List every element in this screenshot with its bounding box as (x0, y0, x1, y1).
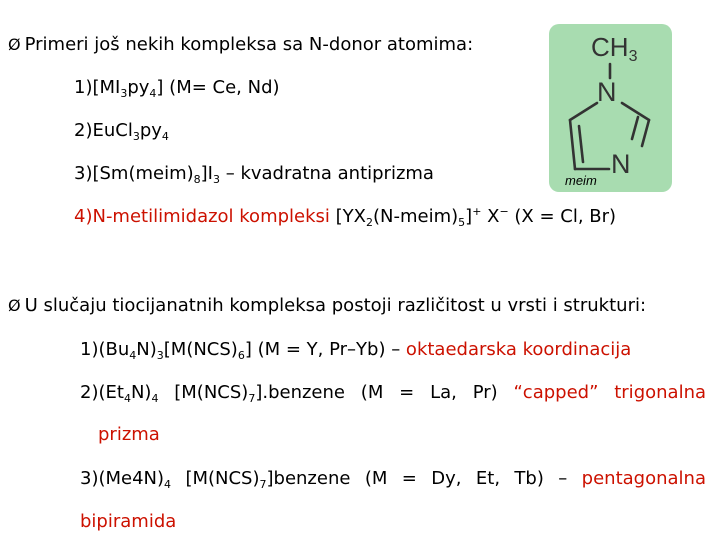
heading-text: U slučaju tiocijanatnih kompleksa postoji različitost u vrsti i strukturi: (24, 295, 647, 316)
arrow-bullet-icon: Ø (8, 296, 21, 315)
imidazole-ring-drawing (549, 24, 672, 192)
list-item: $3)(Me4N)_4$ $[M(NCS)_7]benzene$ (M = Dy, Et, Tb) – pentagonalna (80, 468, 706, 491)
bullet-heading-2 (8, 295, 646, 316)
bullet-heading-1 (8, 34, 473, 55)
list-item: $2)EuCl_3py_4$ (74, 120, 169, 143)
list-item: 4)N-metilimidazol kompleksi $[YX_2(N-meim)_5]^+$ X− (X = Cl, Br) (74, 205, 617, 229)
ring-bond (570, 120, 575, 169)
meim-structure (549, 24, 672, 192)
methyl-label: CH3 (591, 32, 638, 65)
meim-label: meim (565, 173, 597, 188)
ring-bond (570, 103, 597, 120)
ring-double-bond (579, 126, 583, 162)
list-item: $1)[MI_3py_4]$ (M= Ce, Nd) (74, 77, 280, 100)
list-item: $3)[Sm(meim)_8]I_3$ – kvadratna antiprizma (74, 163, 434, 186)
heading-text: Primeri još nekih kompleksa sa N-donor atomima: (24, 34, 474, 55)
ring-bond (622, 103, 649, 120)
list-item: $2)(Et_4N)_4$ $[M(NCS)_7].benzene$ (M = La, Pr) “capped” trigonalna (80, 382, 707, 405)
list-item-continuation: prizma (98, 424, 160, 445)
list-item-continuation: bipiramida (80, 511, 177, 532)
list-item: $1)(Bu_4N)_3[M(NCS)_6] (M = Y$, Pr–Yb) – oktaedarska koordinacija (80, 339, 632, 362)
ring-double-bond (632, 117, 638, 139)
ring-bond (642, 120, 649, 146)
arrow-bullet-icon: Ø (8, 35, 21, 54)
nitrogen-bottom-label: N (611, 149, 631, 179)
nitrogen-top-label: N (597, 77, 617, 107)
